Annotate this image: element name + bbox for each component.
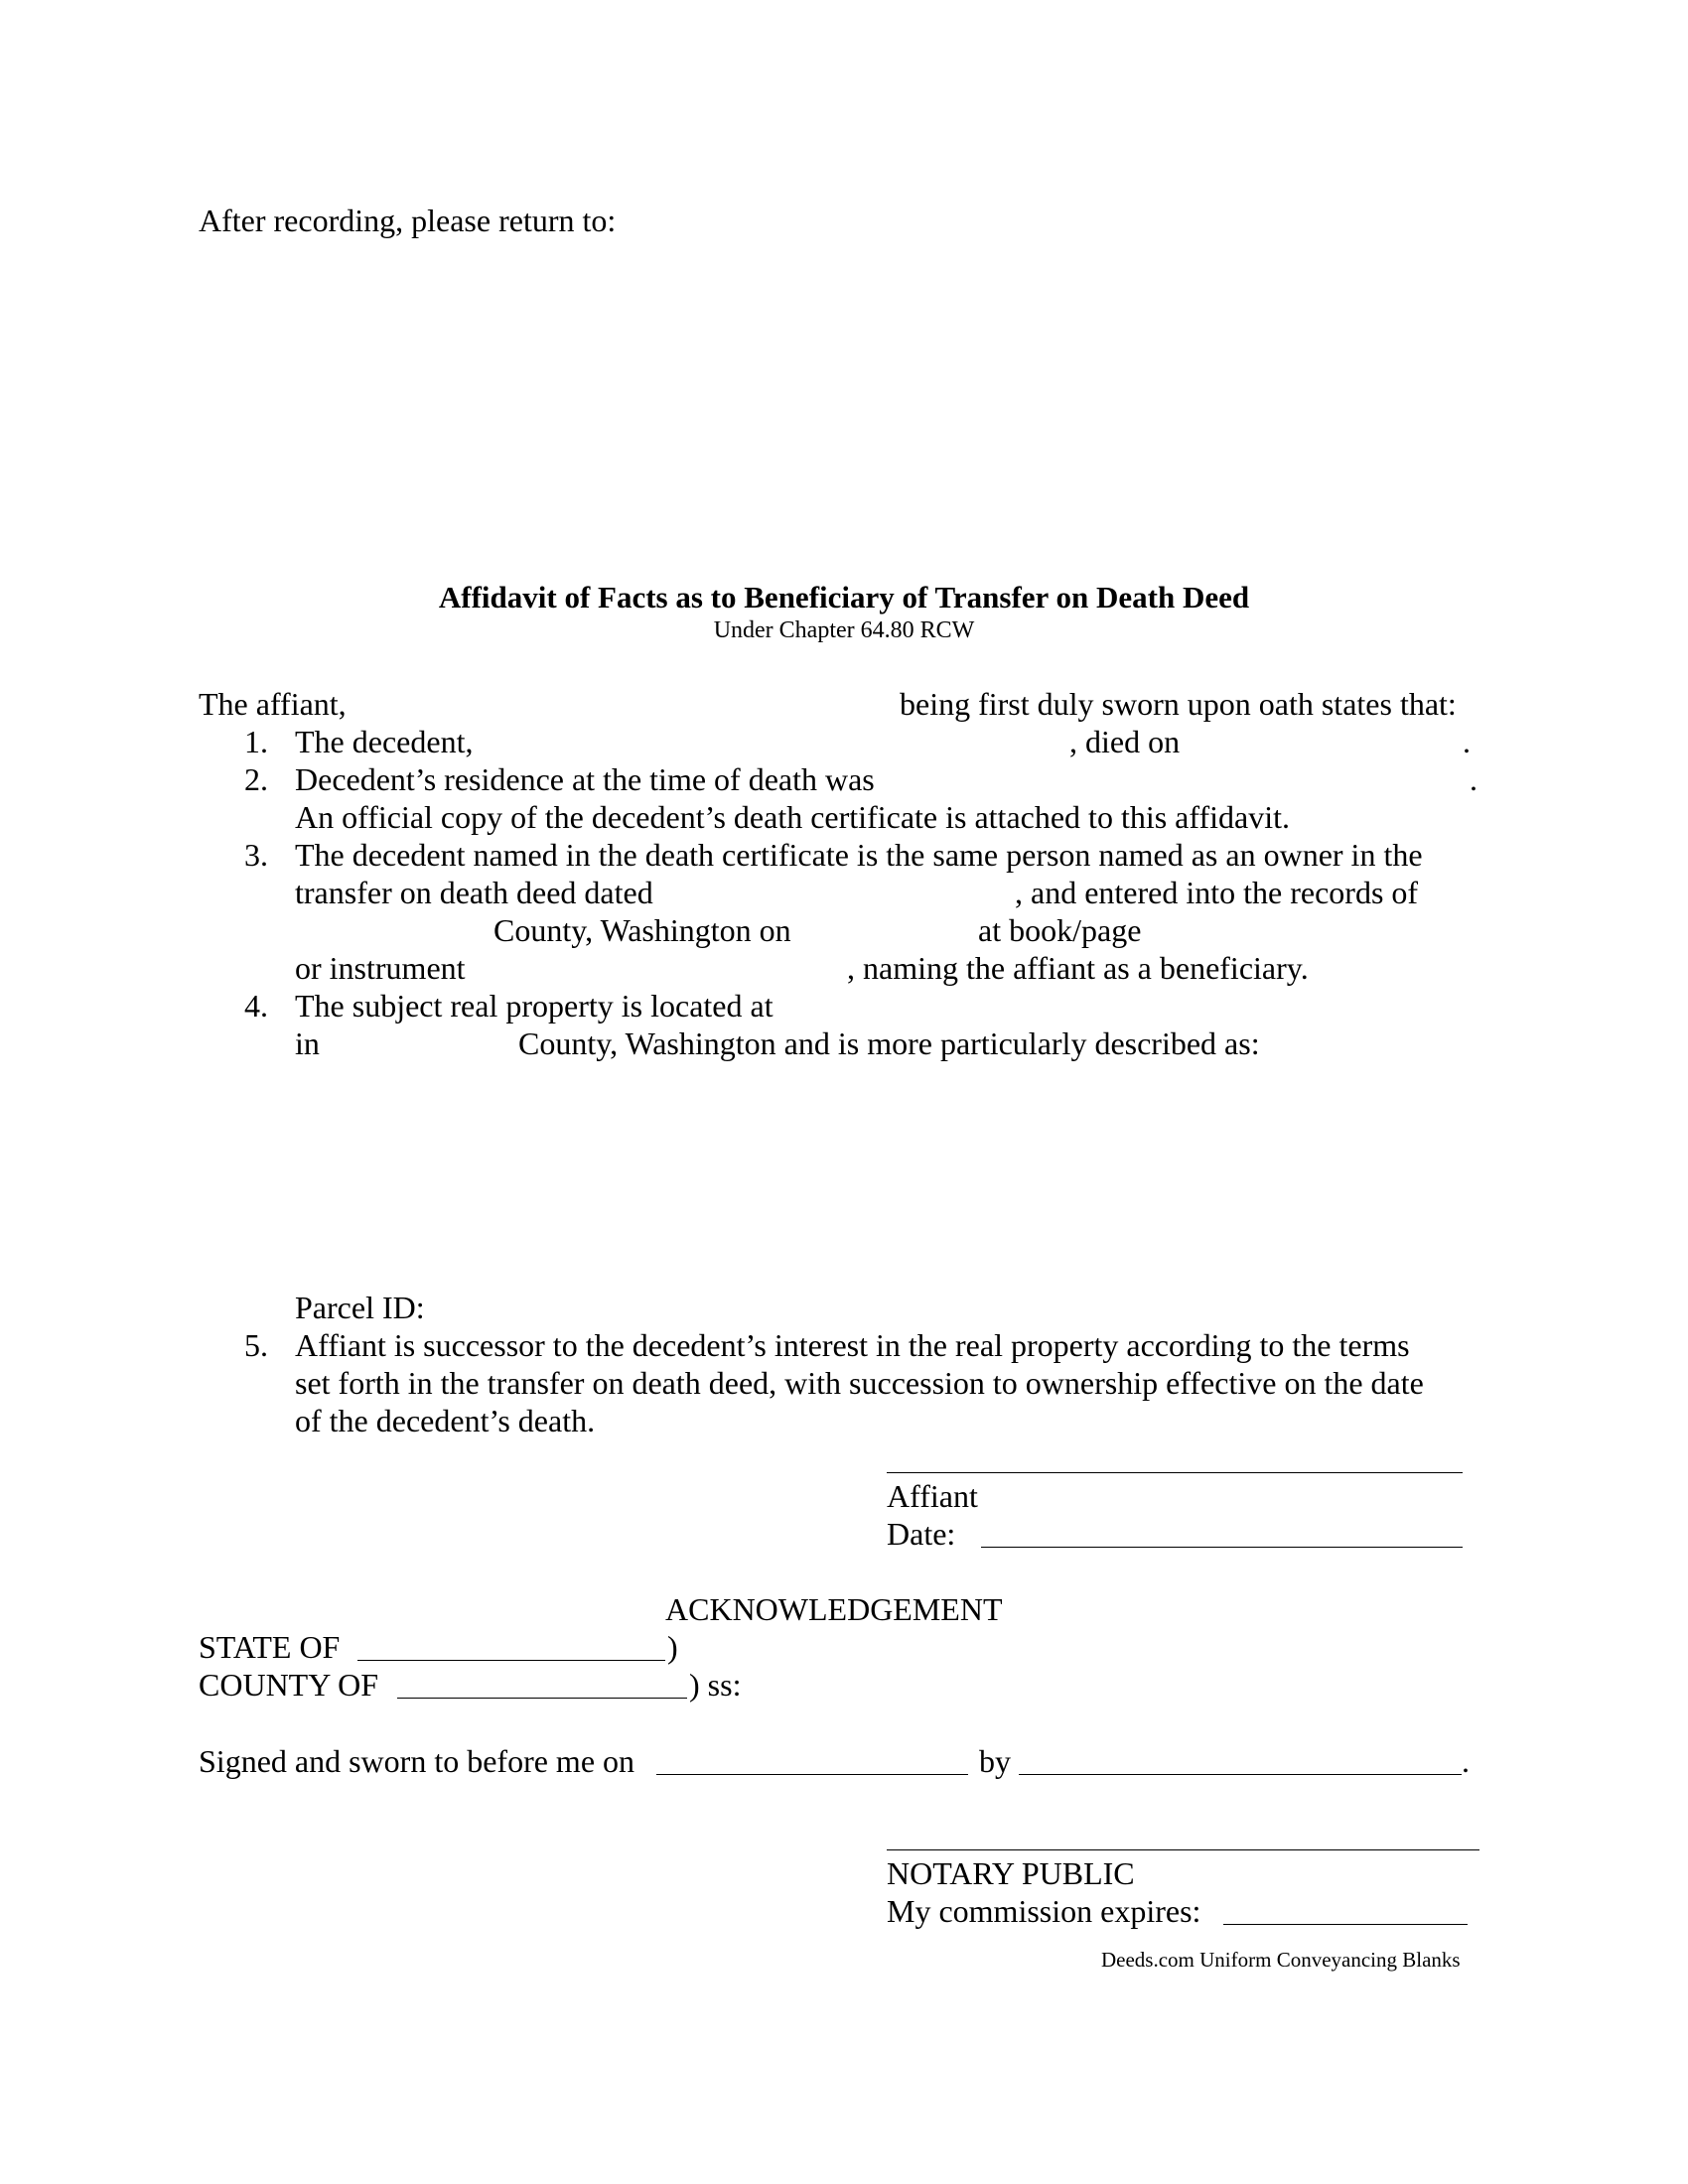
date-label: Date: bbox=[887, 1516, 956, 1552]
records-of-label: , and entered into the records of bbox=[1015, 875, 1419, 910]
acknowledgement-heading: ACKNOWLEDGEMENT bbox=[665, 1591, 1003, 1627]
successor-statement-line-3: of the decedent’s death. bbox=[295, 1403, 596, 1438]
affiant-signature-line[interactable] bbox=[887, 1472, 1463, 1473]
commission-expires-label: My commission expires: bbox=[887, 1893, 1201, 1929]
state-of-line[interactable] bbox=[357, 1660, 665, 1661]
notary-signature-line[interactable] bbox=[887, 1849, 1479, 1850]
by-label: by bbox=[979, 1743, 1011, 1779]
county-washington-on-label: County, Washington on bbox=[493, 912, 791, 948]
same-person-statement: The decedent named in the death certificate is the same person named as an owner in the bbox=[295, 837, 1423, 873]
item-number-1: 1. bbox=[244, 724, 268, 759]
died-on-label: , died on bbox=[1069, 724, 1181, 759]
described-as-label: County, Washington and is more particularly described as: bbox=[518, 1025, 1260, 1061]
decedent-label: The decedent, bbox=[295, 724, 474, 759]
book-page-label: at book/page bbox=[978, 912, 1142, 948]
county-of-label: COUNTY OF bbox=[199, 1667, 379, 1703]
affiant-label: The affiant, bbox=[199, 686, 347, 722]
county-of-line[interactable] bbox=[397, 1698, 687, 1699]
deed-dated-label: transfer on death deed dated bbox=[295, 875, 653, 910]
death-certificate-note: An official copy of the decedent’s death certificate is attached to this affidavit. bbox=[295, 799, 1290, 835]
sworn-statement: being first duly sworn upon oath states that: bbox=[900, 686, 1457, 722]
item-number-4: 4. bbox=[244, 988, 268, 1024]
item-2-period: . bbox=[1470, 761, 1477, 797]
county-ss-label: ) ss: bbox=[689, 1667, 742, 1703]
in-label: in bbox=[295, 1025, 320, 1061]
sworn-date-line[interactable] bbox=[656, 1774, 968, 1775]
residence-label: Decedent’s residence at the time of death was bbox=[295, 761, 875, 797]
parcel-id-label: Parcel ID: bbox=[295, 1290, 425, 1325]
commission-expires-line[interactable] bbox=[1223, 1924, 1468, 1925]
document-title: Affidavit of Facts as to Beneficiary of Transfer on Death Deed bbox=[438, 580, 1250, 614]
signed-sworn-label: Signed and sworn to before me on bbox=[199, 1743, 635, 1779]
sworn-by-line[interactable] bbox=[1019, 1774, 1462, 1775]
property-located-label: The subject real property is located at bbox=[295, 988, 774, 1024]
item-number-2: 2. bbox=[244, 761, 268, 797]
document-subtitle: Under Chapter 64.80 RCW bbox=[713, 617, 975, 643]
item-number-3: 3. bbox=[244, 837, 268, 873]
date-line[interactable] bbox=[981, 1547, 1463, 1548]
return-to-label: After recording, please return to: bbox=[199, 203, 617, 238]
successor-statement-line-1: Affiant is successor to the decedent’s interest in the real property according to the terms bbox=[295, 1327, 1410, 1363]
footer-credit: Deeds.com Uniform Conveyancing Blanks bbox=[1101, 1948, 1461, 1972]
item-number-5: 5. bbox=[244, 1327, 268, 1363]
state-paren: ) bbox=[667, 1629, 678, 1665]
naming-affiant-label: , naming the affiant as a beneficiary. bbox=[847, 950, 1309, 986]
notary-public-label: NOTARY PUBLIC bbox=[887, 1855, 1135, 1891]
affiant-signature-label: Affiant bbox=[887, 1478, 978, 1514]
instrument-label: or instrument bbox=[295, 950, 466, 986]
item-1-period: . bbox=[1463, 724, 1471, 759]
sworn-period: . bbox=[1462, 1743, 1470, 1779]
state-of-label: STATE OF bbox=[199, 1629, 341, 1665]
successor-statement-line-2: set forth in the transfer on death deed, with succession to ownership effective on the date bbox=[295, 1365, 1424, 1401]
